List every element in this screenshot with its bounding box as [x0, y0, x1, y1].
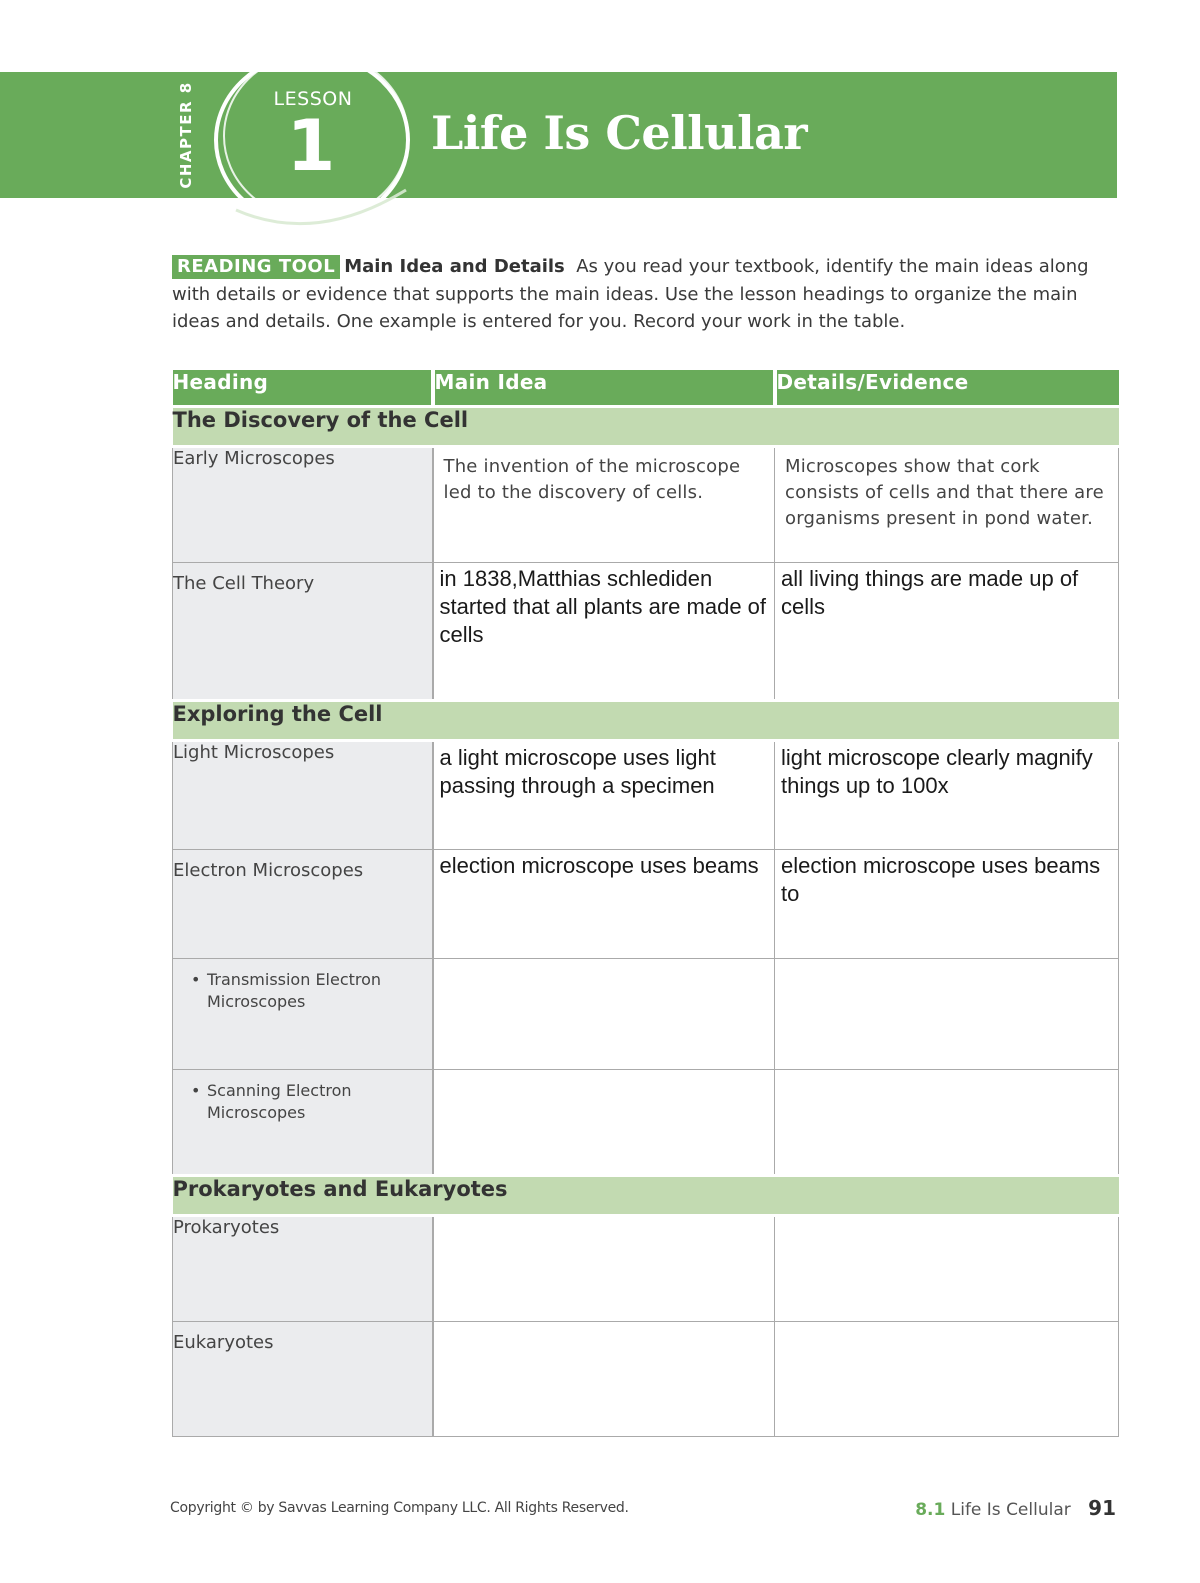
main-idea-cell[interactable]: [433, 563, 775, 701]
main-idea-cell[interactable]: [433, 850, 775, 959]
column-header-details: Details/Evidence: [775, 370, 1119, 407]
section-title: Prokaryotes and Eukaryotes: [173, 1176, 1119, 1216]
details-cell[interactable]: [775, 741, 1119, 850]
footer-section-title: Life Is Cellular: [950, 1500, 1071, 1520]
row-heading: Early Microscopes: [173, 447, 433, 563]
reading-tool-heading: Main Idea and Details: [344, 256, 565, 277]
row-heading: Eukaryotes: [173, 1322, 433, 1437]
copyright-notice: Copyright © by Savvas Learning Company LLC. All Rights Reserved.: [170, 1500, 629, 1516]
details-text: election microscope uses beams to: [781, 853, 1101, 906]
reading-tool-badge: READING TOOL: [172, 255, 340, 279]
main-idea-cell[interactable]: [433, 1070, 775, 1176]
details-cell[interactable]: [775, 850, 1119, 959]
details-text: [775, 1322, 1118, 1324]
page-title: Life Is Cellular: [431, 106, 808, 160]
row-heading: Light Microscopes: [173, 741, 433, 850]
lesson-number: 1: [286, 105, 336, 187]
row-heading: The Cell Theory: [173, 563, 433, 701]
page-number: 91: [1088, 1496, 1116, 1520]
main-idea-text: in 1838,Matthias schlediden started that all plants are made of cells: [439, 566, 767, 647]
main-idea-text: a light microscope uses light passing through a specimen: [439, 745, 716, 798]
details-cell[interactable]: [775, 447, 1119, 563]
main-idea-text: [434, 959, 775, 961]
main-idea-table: [172, 370, 1119, 1437]
column-header-heading: Heading: [173, 370, 433, 407]
main-idea-cell[interactable]: [433, 959, 775, 1070]
bullet-icon: •: [191, 1081, 201, 1100]
details-text: Microscopes show that cork consists of cells and that there are organisms present in pond water.: [785, 456, 1104, 529]
main-idea-cell[interactable]: [433, 741, 775, 850]
main-idea-cell[interactable]: [433, 447, 775, 563]
reading-tool-paragraph: [172, 253, 1122, 336]
details-cell[interactable]: [775, 959, 1119, 1070]
details-cell[interactable]: [775, 1216, 1119, 1322]
lesson-label: LESSON: [273, 88, 353, 110]
main-idea-text: [434, 1070, 775, 1072]
details-text: [775, 1217, 1118, 1219]
main-idea-text: [434, 1217, 775, 1219]
row-heading: • Scanning Electron Microscopes: [173, 1070, 433, 1176]
main-idea-cell[interactable]: [433, 1216, 775, 1322]
reading-tool-text: As you read your textbook, identify the main ideas along with details or evidence that supports the main ideas. Use the lesson headings to organize the main ideas and details. One example is entered for you. Record your work in the table.: [172, 256, 1089, 332]
bullet-icon: •: [191, 970, 201, 989]
footer-section-number: 8.1: [915, 1500, 946, 1520]
details-cell[interactable]: [775, 563, 1119, 701]
details-text: [775, 1070, 1118, 1072]
main-idea-text: election microscope uses beams: [439, 853, 759, 878]
details-text: [775, 959, 1118, 961]
main-idea-text: The invention of the microscope led to the discovery of cells.: [443, 456, 741, 503]
details-text: light microscope clearly magnify things up to 100x: [781, 745, 1093, 798]
section-title: The Discovery of the Cell: [173, 407, 1119, 447]
row-heading: • Transmission Electron Microscopes: [173, 959, 433, 1070]
main-idea-cell[interactable]: [433, 1322, 775, 1437]
page-footer: [915, 1496, 1116, 1520]
main-idea-text: [434, 1322, 775, 1324]
details-cell[interactable]: [775, 1070, 1119, 1176]
row-heading: Electron Microscopes: [173, 850, 433, 959]
row-heading: Prokaryotes: [173, 1216, 433, 1322]
column-header-main-idea: Main Idea: [433, 370, 775, 407]
section-title: Exploring the Cell: [173, 701, 1119, 741]
details-text: all living things are made up of cells: [781, 566, 1079, 619]
chapter-label: CHAPTER 8: [177, 81, 195, 189]
details-cell[interactable]: [775, 1322, 1119, 1437]
